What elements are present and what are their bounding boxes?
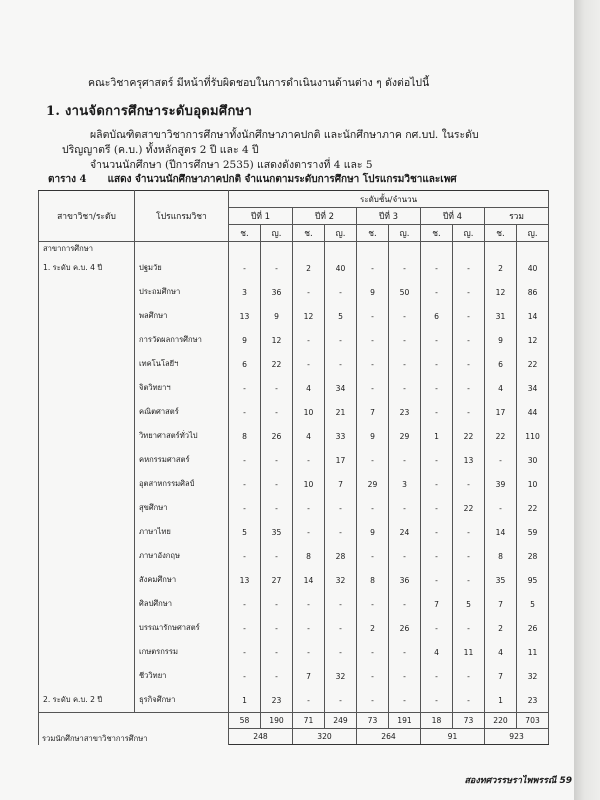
value-cell: - <box>229 496 261 520</box>
value-cell: - <box>261 616 293 640</box>
table-row <box>39 424 549 448</box>
value-cell: 3 <box>389 472 421 496</box>
value-cell: - <box>421 376 453 400</box>
value-cell: - <box>357 664 389 688</box>
value-cell: - <box>453 376 485 400</box>
value-cell: 28 <box>517 544 549 568</box>
group-label: สาขาการศึกษา <box>39 242 135 257</box>
header-female: ญ. <box>517 225 549 242</box>
value-cell: - <box>357 304 389 328</box>
value-cell: - <box>421 616 453 640</box>
value-cell: - <box>421 352 453 376</box>
value-cell: 33 <box>325 424 357 448</box>
value-cell: 44 <box>517 400 549 424</box>
value-cell: - <box>421 328 453 352</box>
value-cell: 12 <box>485 280 517 304</box>
value-cell: 8 <box>229 424 261 448</box>
value-cell: - <box>261 640 293 664</box>
program-cell: คหกรรมศาสตร์ <box>135 448 229 472</box>
program-cell: ชีววิทยา <box>135 664 229 688</box>
value-cell: 12 <box>293 304 325 328</box>
value-cell: 7 <box>325 472 357 496</box>
total-gender-cell: 220 <box>485 713 517 729</box>
value-cell: 24 <box>389 520 421 544</box>
value-cell: - <box>421 496 453 520</box>
value-cell: 5 <box>325 304 357 328</box>
value-cell: 2 <box>357 616 389 640</box>
header-year-4: ปีที่ 4 <box>421 208 485 225</box>
value-cell: - <box>229 544 261 568</box>
level-cell <box>39 640 135 664</box>
value-cell: - <box>453 304 485 328</box>
value-cell: - <box>421 688 453 713</box>
value-cell: 6 <box>421 304 453 328</box>
header-male: ช. <box>229 225 261 242</box>
total-gender-cell: 191 <box>389 713 421 729</box>
total-gender-cell: 249 <box>325 713 357 729</box>
program-cell: ภาษาอังกฤษ <box>135 544 229 568</box>
value-cell: 14 <box>293 568 325 592</box>
value-cell: - <box>325 520 357 544</box>
value-cell: - <box>389 544 421 568</box>
value-cell: 5 <box>517 592 549 616</box>
value-cell: - <box>389 256 421 280</box>
value-cell: 2 <box>485 256 517 280</box>
table-row <box>39 664 549 688</box>
value-cell: 22 <box>453 496 485 520</box>
table-row <box>39 544 549 568</box>
value-cell: 50 <box>389 280 421 304</box>
value-cell: - <box>357 256 389 280</box>
value-cell: 23 <box>517 688 549 713</box>
value-cell: 8 <box>293 544 325 568</box>
value-cell: 1 <box>229 688 261 713</box>
program-cell: การวัดผลการศึกษา <box>135 328 229 352</box>
total-gender-cell: 703 <box>517 713 549 729</box>
value-cell: - <box>325 688 357 713</box>
level-cell <box>39 328 135 352</box>
value-cell: - <box>389 664 421 688</box>
program-cell: อุตสาหกรรมศิลป์ <box>135 472 229 496</box>
level-cell: 1. ระดับ ค.บ. 4 ปี <box>39 256 135 280</box>
value-cell: 9 <box>357 520 389 544</box>
level-cell: 2. ระดับ ค.บ. 2 ปี <box>39 688 135 713</box>
value-cell: 21 <box>325 400 357 424</box>
value-cell: 36 <box>389 568 421 592</box>
value-cell: 28 <box>325 544 357 568</box>
header-female: ญ. <box>453 225 485 242</box>
value-cell: - <box>453 520 485 544</box>
value-cell: - <box>357 448 389 472</box>
value-cell: - <box>421 568 453 592</box>
table-caption <box>48 172 457 187</box>
program-cell: ศิลปศึกษา <box>135 592 229 616</box>
table-row <box>39 568 549 592</box>
value-cell: - <box>325 640 357 664</box>
value-cell: - <box>293 448 325 472</box>
value-cell: 11 <box>517 640 549 664</box>
value-cell: 32 <box>325 568 357 592</box>
value-cell: 9 <box>485 328 517 352</box>
value-cell: - <box>453 328 485 352</box>
value-cell: - <box>485 448 517 472</box>
value-cell: - <box>357 640 389 664</box>
table-row <box>39 616 549 640</box>
value-cell: 36 <box>261 280 293 304</box>
page-edge-shadow <box>574 0 600 800</box>
value-cell: 22 <box>261 352 293 376</box>
total-gender-cell: 71 <box>293 713 325 729</box>
program-cell: พลศึกษา <box>135 304 229 328</box>
value-cell: 4 <box>485 640 517 664</box>
level-cell <box>39 472 135 496</box>
total-gender-cell: 73 <box>453 713 485 729</box>
table-row <box>39 328 549 352</box>
level-cell <box>39 544 135 568</box>
table-row <box>39 592 549 616</box>
value-cell: 2 <box>485 616 517 640</box>
total-year-cell: 91 <box>421 729 485 745</box>
value-cell: - <box>421 472 453 496</box>
level-cell <box>39 496 135 520</box>
value-cell: - <box>421 400 453 424</box>
table-caption-text: แสดง จำนวนนักศึกษาภาคปกติ จำแนกตามระดับการศึกษา โปรแกรมวิชาและเพศ <box>107 174 457 185</box>
header-level-group: ระดับชั้น/จำนวน <box>229 191 549 208</box>
value-cell: 17 <box>325 448 357 472</box>
value-cell: - <box>421 280 453 304</box>
value-cell: - <box>389 304 421 328</box>
total-year-cell: 923 <box>485 729 549 745</box>
value-cell: - <box>421 520 453 544</box>
total-gender-cell: 58 <box>229 713 261 729</box>
value-cell: - <box>261 400 293 424</box>
value-cell: 29 <box>357 472 389 496</box>
table-row <box>39 280 549 304</box>
value-cell: - <box>325 328 357 352</box>
page-footer: สองทศวรรษราไพพรรณี 59 <box>464 776 572 786</box>
value-cell: - <box>453 568 485 592</box>
value-cell: 22 <box>453 424 485 448</box>
value-cell: 110 <box>517 424 549 448</box>
value-cell: 6 <box>485 352 517 376</box>
value-cell: 35 <box>485 568 517 592</box>
value-cell: 35 <box>261 520 293 544</box>
value-cell: 86 <box>517 280 549 304</box>
header-year-2: ปีที่ 2 <box>293 208 357 225</box>
value-cell: 5 <box>453 592 485 616</box>
total-year-cell: 320 <box>293 729 357 745</box>
value-cell: 5 <box>229 520 261 544</box>
value-cell: - <box>261 592 293 616</box>
value-cell: - <box>453 472 485 496</box>
program-cell: สังคมศึกษา <box>135 568 229 592</box>
value-cell: 22 <box>485 424 517 448</box>
value-cell: 13 <box>229 568 261 592</box>
value-cell: - <box>293 616 325 640</box>
total-label: รวมนักศึกษาสาขาวิชาการศึกษา <box>39 713 229 745</box>
program-cell: ธุรกิจศึกษา <box>135 688 229 713</box>
value-cell: - <box>453 664 485 688</box>
header-female: ญ. <box>389 225 421 242</box>
total-gender-row <box>39 713 549 729</box>
level-cell <box>39 664 135 688</box>
value-cell: 7 <box>485 664 517 688</box>
level-cell <box>39 448 135 472</box>
header-female: ญ. <box>325 225 357 242</box>
value-cell: - <box>325 592 357 616</box>
level-cell <box>39 616 135 640</box>
value-cell: 9 <box>357 424 389 448</box>
total-gender-cell: 18 <box>421 713 453 729</box>
value-cell: - <box>421 664 453 688</box>
table-row <box>39 352 549 376</box>
header-male: ช. <box>421 225 453 242</box>
header-female: ญ. <box>261 225 293 242</box>
level-cell <box>39 424 135 448</box>
value-cell: 26 <box>261 424 293 448</box>
value-cell: - <box>293 592 325 616</box>
value-cell: 17 <box>485 400 517 424</box>
program-cell: บรรณารักษศาสตร์ <box>135 616 229 640</box>
level-cell <box>39 592 135 616</box>
program-cell: คณิตศาสตร์ <box>135 400 229 424</box>
value-cell: 10 <box>293 472 325 496</box>
value-cell: - <box>453 352 485 376</box>
value-cell: - <box>229 664 261 688</box>
value-cell: - <box>261 448 293 472</box>
value-cell: 10 <box>293 400 325 424</box>
table-row <box>39 304 549 328</box>
value-cell: - <box>229 256 261 280</box>
table-row <box>39 520 549 544</box>
level-cell <box>39 352 135 376</box>
value-cell: - <box>357 496 389 520</box>
value-cell: - <box>293 640 325 664</box>
value-cell: - <box>357 376 389 400</box>
value-cell: - <box>389 640 421 664</box>
value-cell: - <box>293 280 325 304</box>
header-year-3: ปีที่ 3 <box>357 208 421 225</box>
total-gender-cell: 190 <box>261 713 293 729</box>
value-cell: 34 <box>325 376 357 400</box>
table-row <box>39 448 549 472</box>
value-cell: - <box>389 448 421 472</box>
header-program: โปรแกรมวิชา <box>135 191 229 242</box>
value-cell: - <box>453 616 485 640</box>
program-cell: ประถมศึกษา <box>135 280 229 304</box>
program-cell: วิทยาศาสตร์ทั่วไป <box>135 424 229 448</box>
header-year-1: ปีที่ 1 <box>229 208 293 225</box>
value-cell: 9 <box>229 328 261 352</box>
value-cell: - <box>325 616 357 640</box>
value-cell: - <box>293 328 325 352</box>
program-cell: ภาษาไทย <box>135 520 229 544</box>
value-cell: - <box>229 592 261 616</box>
value-cell: 12 <box>517 328 549 352</box>
value-cell: 8 <box>485 544 517 568</box>
table-row <box>39 256 549 280</box>
value-cell: 26 <box>517 616 549 640</box>
value-cell: 40 <box>517 256 549 280</box>
level-cell <box>39 568 135 592</box>
value-cell: 11 <box>453 640 485 664</box>
value-cell: - <box>229 616 261 640</box>
value-cell: - <box>261 544 293 568</box>
paragraph-line-3: จำนวนนักศึกษา (ปีการศึกษา 2535) แสดงดังตารางที่ 4 และ 5 <box>90 159 373 171</box>
value-cell: 26 <box>389 616 421 640</box>
value-cell: - <box>293 352 325 376</box>
program-cell: เกษตรกรรม <box>135 640 229 664</box>
table-row <box>39 688 549 713</box>
value-cell: 8 <box>357 568 389 592</box>
header-total: รวม <box>485 208 549 225</box>
value-cell: 10 <box>517 472 549 496</box>
value-cell: - <box>261 376 293 400</box>
value-cell: - <box>389 328 421 352</box>
value-cell: - <box>357 688 389 713</box>
value-cell: - <box>229 376 261 400</box>
table-row <box>39 496 549 520</box>
value-cell: 27 <box>261 568 293 592</box>
program-cell: เทคโนโลยีฯ <box>135 352 229 376</box>
total-gender-cell: 73 <box>357 713 389 729</box>
value-cell: - <box>357 592 389 616</box>
table-row <box>39 640 549 664</box>
value-cell: - <box>421 448 453 472</box>
value-cell: 13 <box>229 304 261 328</box>
value-cell: - <box>453 280 485 304</box>
student-count-table <box>38 190 549 745</box>
value-cell: - <box>229 472 261 496</box>
value-cell: 14 <box>517 304 549 328</box>
value-cell: 39 <box>485 472 517 496</box>
value-cell: 22 <box>517 496 549 520</box>
value-cell: 6 <box>229 352 261 376</box>
value-cell: 13 <box>453 448 485 472</box>
value-cell: - <box>389 496 421 520</box>
value-cell: 4 <box>421 640 453 664</box>
level-cell <box>39 304 135 328</box>
value-cell: - <box>293 688 325 713</box>
header-subject: สาขาวิชา/ระดับ <box>39 191 135 242</box>
value-cell: 9 <box>261 304 293 328</box>
value-cell: 7 <box>485 592 517 616</box>
value-cell: 12 <box>261 328 293 352</box>
value-cell: - <box>229 640 261 664</box>
value-cell: - <box>261 256 293 280</box>
total-year-cell: 248 <box>229 729 293 745</box>
value-cell: - <box>453 400 485 424</box>
value-cell: 9 <box>357 280 389 304</box>
value-cell: 7 <box>357 400 389 424</box>
value-cell: - <box>389 376 421 400</box>
intro-text: คณะวิชาครุศาสตร์ มีหน้าที่รับผิดชอบในการดำเนินงานด้านต่าง ๆ ดังต่อไปนี้ <box>88 77 430 89</box>
level-cell <box>39 520 135 544</box>
value-cell: 1 <box>485 688 517 713</box>
value-cell: 22 <box>517 352 549 376</box>
value-cell: - <box>229 448 261 472</box>
value-cell: 4 <box>485 376 517 400</box>
value-cell: - <box>261 664 293 688</box>
value-cell: - <box>357 544 389 568</box>
level-cell <box>39 376 135 400</box>
value-cell: - <box>389 592 421 616</box>
table-row <box>39 400 549 424</box>
header-male: ช. <box>485 225 517 242</box>
value-cell: 30 <box>517 448 549 472</box>
paragraph-line-2: ปริญญาตรี (ค.บ.) ทั้งหลักสูตร 2 ปี และ 4 ปี <box>62 144 259 156</box>
value-cell: 32 <box>325 664 357 688</box>
value-cell: - <box>389 352 421 376</box>
value-cell: 59 <box>517 520 549 544</box>
value-cell: - <box>325 280 357 304</box>
value-cell: 32 <box>517 664 549 688</box>
header-male: ช. <box>357 225 389 242</box>
section-title: 1. งานจัดการศึกษาระดับอุดมศึกษา <box>46 104 253 119</box>
value-cell: - <box>485 496 517 520</box>
value-cell: - <box>325 352 357 376</box>
value-cell: 34 <box>517 376 549 400</box>
level-cell <box>39 400 135 424</box>
value-cell: - <box>261 472 293 496</box>
value-cell: 23 <box>389 400 421 424</box>
value-cell: 4 <box>293 376 325 400</box>
value-cell: 1 <box>421 424 453 448</box>
level-cell <box>39 280 135 304</box>
value-cell: - <box>325 496 357 520</box>
value-cell: - <box>453 688 485 713</box>
table-row <box>39 472 549 496</box>
value-cell: 40 <box>325 256 357 280</box>
value-cell: - <box>453 256 485 280</box>
value-cell: - <box>357 352 389 376</box>
value-cell: - <box>421 256 453 280</box>
program-cell: สุขศึกษา <box>135 496 229 520</box>
header-male: ช. <box>293 225 325 242</box>
total-year-cell: 264 <box>357 729 421 745</box>
program-cell: จิตวิทยาฯ <box>135 376 229 400</box>
value-cell: 29 <box>389 424 421 448</box>
value-cell: 95 <box>517 568 549 592</box>
group-row <box>39 242 549 257</box>
value-cell: 2 <box>293 256 325 280</box>
value-cell: - <box>357 328 389 352</box>
program-cell: ปฐมวัย <box>135 256 229 280</box>
value-cell: - <box>453 544 485 568</box>
value-cell: 14 <box>485 520 517 544</box>
value-cell: - <box>229 400 261 424</box>
paragraph-line-1: ผลิตบัณฑิตสาขาวิชาการศึกษาทั้งนักศึกษาภาคปกติ และนักศึกษาภาค กศ.บป. ในระดับ <box>90 129 479 141</box>
value-cell: 7 <box>421 592 453 616</box>
value-cell: - <box>293 496 325 520</box>
table-caption-label: ตาราง 4 <box>48 174 87 185</box>
value-cell: - <box>293 520 325 544</box>
value-cell: 4 <box>293 424 325 448</box>
value-cell: 3 <box>229 280 261 304</box>
value-cell: - <box>421 544 453 568</box>
value-cell: 7 <box>293 664 325 688</box>
value-cell: - <box>261 496 293 520</box>
table-row <box>39 376 549 400</box>
value-cell: - <box>389 688 421 713</box>
value-cell: 31 <box>485 304 517 328</box>
value-cell: 23 <box>261 688 293 713</box>
